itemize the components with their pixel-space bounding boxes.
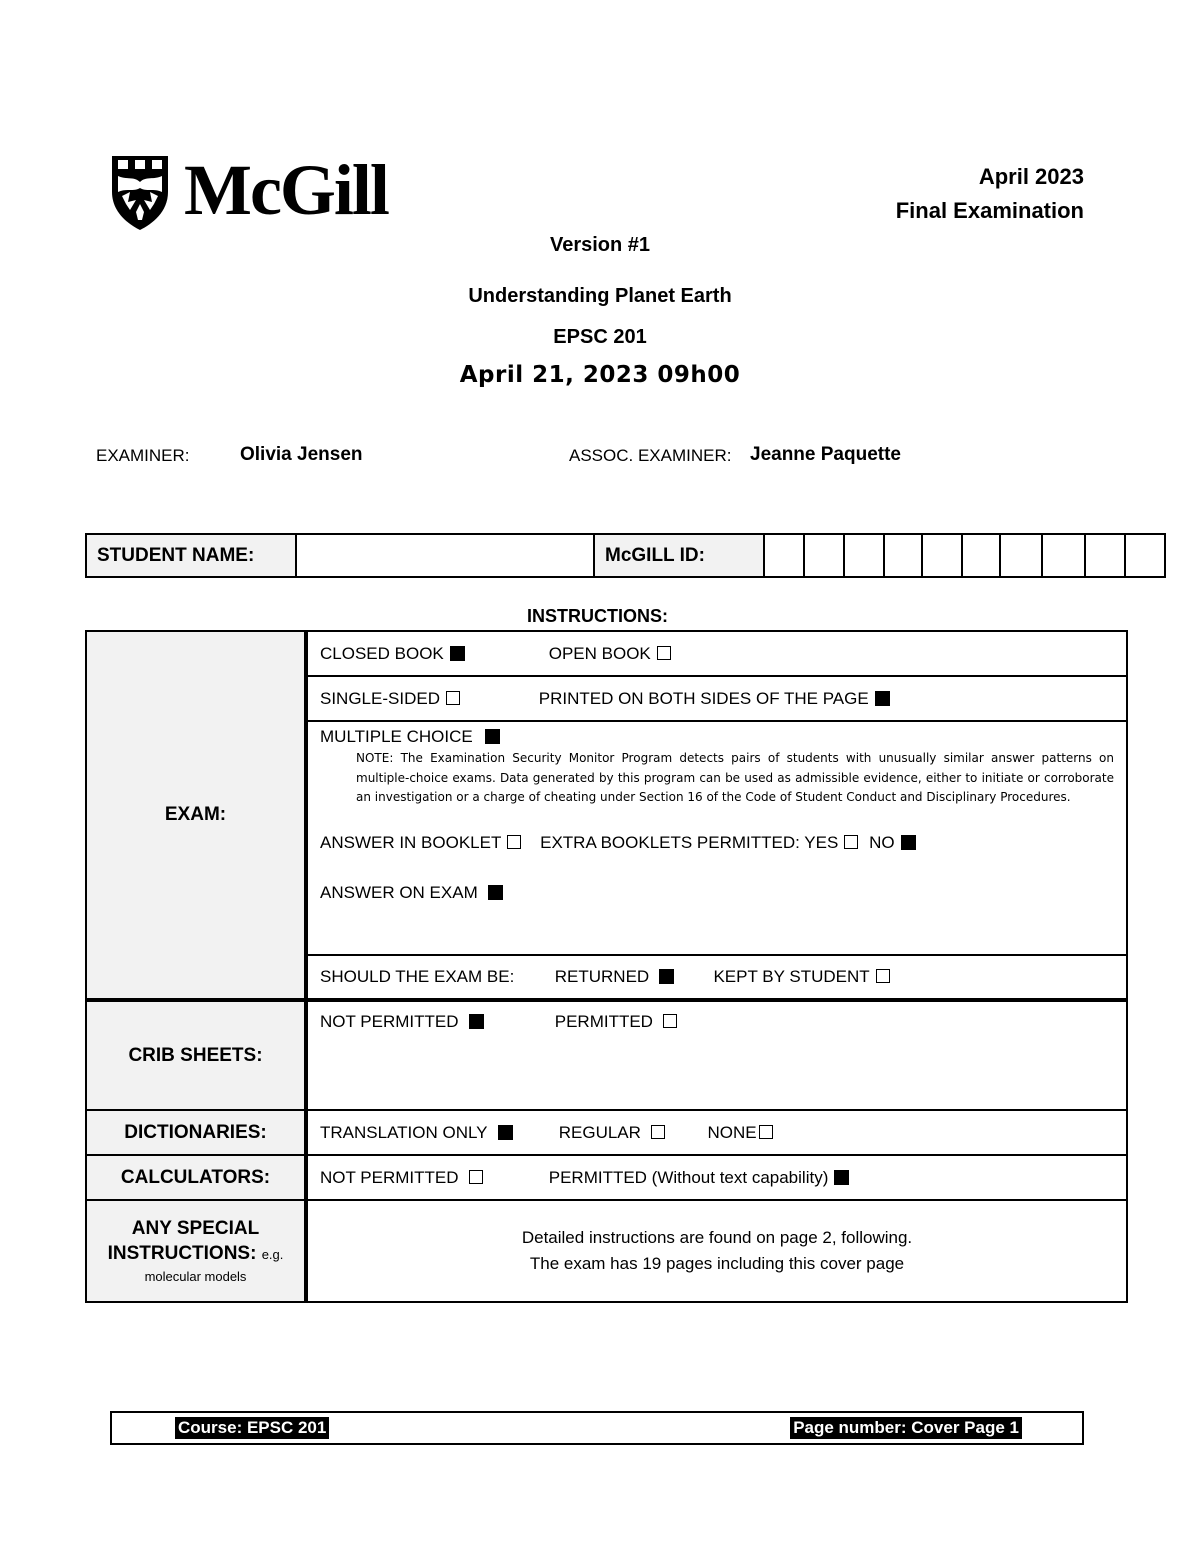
unchecked-box-icon[interactable]: [759, 1125, 773, 1139]
dictionaries-label: DICTIONARIES:: [124, 1121, 267, 1143]
answer-in-booklet-label: ANSWER IN BOOKLET: [320, 832, 502, 852]
calc-not-permitted-label: NOT PERMITTED: [320, 1167, 459, 1187]
checked-box-icon[interactable]: [498, 1125, 513, 1140]
mcgill-logo: [108, 152, 428, 236]
unchecked-box-icon[interactable]: [844, 835, 858, 849]
dictionaries-row: [306, 1110, 1127, 1155]
unchecked-box-icon[interactable]: [651, 1125, 665, 1139]
return-row: [306, 955, 1127, 1000]
special-label-line1: ANY SPECIAL: [131, 1217, 260, 1239]
open-book-label: OPEN BOOK: [548, 643, 651, 663]
checked-box-icon[interactable]: [469, 1014, 484, 1029]
mcgill-id-digit[interactable]: [804, 534, 844, 577]
single-sided-label: SINGLE-SIDED: [320, 688, 440, 708]
examiner-name: Olivia Jensen: [240, 444, 363, 465]
crib-permitted-label: PERMITTED: [554, 1012, 653, 1031]
exam-security-note: NOTE: The Examination Security Monitor Program detects pairs of students with unusually similar answer patterns on multiple-choice exams. Data generated by this program can be used as admissible evidence, either to initiate or corroborate an investigation or a charge of cheating under Section 16 of the Code of Student Conduct and Disciplinary Procedures.: [356, 751, 1114, 804]
answer-format-row: [306, 721, 1127, 955]
book-row: [306, 631, 1127, 676]
student-name-field[interactable]: [296, 534, 594, 577]
mcgill-id-digit[interactable]: [1042, 534, 1085, 577]
both-sides-label: PRINTED ON BOTH SIDES OF THE PAGE: [538, 688, 869, 708]
dictionaries-category: [86, 1110, 306, 1155]
mcgill-id-digit[interactable]: [764, 534, 804, 577]
special-text-line2: The exam has 19 pages including this cover page: [529, 1254, 905, 1273]
assoc-examiner-label: ASSOC. EXAMINER:: [569, 446, 732, 465]
version-label: Version #1: [549, 234, 651, 256]
footer-course: Course: EPSC 201: [175, 1417, 329, 1439]
unchecked-box-icon[interactable]: [469, 1170, 483, 1184]
unchecked-box-icon[interactable]: [446, 691, 460, 705]
special-text-line1: Detailed instructions are found on page 2, following.: [521, 1228, 913, 1247]
checked-box-icon[interactable]: [450, 646, 465, 661]
logo-wordmark: McGill: [184, 150, 388, 230]
regular-label: REGULAR: [558, 1122, 641, 1142]
special-eg: e.g.: [261, 1246, 284, 1262]
answer-on-exam-label: ANSWER ON EXAM: [320, 882, 478, 902]
none-label: NONE: [707, 1122, 757, 1142]
page-footer: [110, 1411, 1084, 1445]
crib-not-permitted-label: NOT PERMITTED: [320, 1012, 459, 1031]
unchecked-box-icon[interactable]: [876, 969, 890, 983]
student-name-label: STUDENT NAME:: [86, 534, 296, 577]
returned-label: RETURNED: [554, 967, 650, 986]
checked-box-icon[interactable]: [488, 885, 503, 900]
checked-box-icon[interactable]: [485, 729, 500, 744]
mcgill-id-digit[interactable]: [844, 534, 884, 577]
exam-type: Final Examination: [895, 198, 1084, 223]
closed-book-label: CLOSED BOOK: [320, 643, 444, 663]
calculators-label: CALCULATORS:: [120, 1166, 271, 1188]
should-be-label: SHOULD THE EXAM BE:: [320, 967, 515, 986]
checked-box-icon[interactable]: [875, 691, 890, 706]
translation-only-label: TRANSLATION ONLY: [320, 1122, 488, 1142]
multiple-choice-label: MULTIPLE CHOICE: [320, 727, 473, 746]
unchecked-box-icon[interactable]: [663, 1014, 677, 1028]
exam-month-year: April 2023: [978, 164, 1084, 189]
crib-sheets-label: CRIB SHEETS:: [128, 1044, 263, 1066]
examiner-label: EXAMINER:: [96, 446, 190, 465]
unchecked-box-icon[interactable]: [507, 835, 521, 849]
assoc-examiner-name: Jeanne Paquette: [750, 444, 901, 465]
instructions-heading: INSTRUCTIONS:: [527, 606, 668, 626]
header-right: [896, 160, 1084, 228]
course-code: EPSC 201: [553, 326, 647, 348]
checked-box-icon[interactable]: [901, 835, 916, 850]
calc-permitted-label: PERMITTED (Without text capability): [548, 1167, 829, 1187]
kept-by-student-label: KEPT BY STUDENT: [713, 967, 870, 986]
extra-booklets-label: EXTRA BOOKLETS PERMITTED: YES: [540, 832, 839, 852]
special-instructions-category: [86, 1200, 306, 1302]
mcgill-id-digit[interactable]: [922, 534, 962, 577]
mcgill-id-digit[interactable]: [1085, 534, 1125, 577]
mcgill-id-digit[interactable]: [884, 534, 922, 577]
mcgill-id-digit[interactable]: [1125, 534, 1165, 577]
checked-box-icon[interactable]: [834, 1170, 849, 1185]
crib-sheets-category: [86, 1000, 306, 1110]
exam-category: [86, 631, 306, 1000]
special-label-note: molecular models: [144, 1268, 247, 1284]
course-title: Understanding Planet Earth: [468, 285, 732, 307]
calculators-row: [306, 1155, 1127, 1200]
exam-date-time: April 21, 2023 09h00: [459, 362, 741, 388]
student-info-table: [85, 533, 1166, 578]
mcgill-id-digit[interactable]: [962, 534, 1000, 577]
calculators-category: [86, 1155, 306, 1200]
exam-label: EXAM:: [164, 804, 227, 825]
crib-sheets-row: [306, 1000, 1127, 1110]
printing-row: [306, 676, 1127, 721]
special-instructions-text: [306, 1200, 1127, 1302]
unchecked-box-icon[interactable]: [657, 646, 671, 660]
mcgill-id-digit[interactable]: [1000, 534, 1042, 577]
mcgill-crest-icon: [108, 152, 172, 232]
mcgill-id-label: McGILL ID:: [594, 534, 764, 577]
no-label: NO: [869, 832, 895, 852]
instructions-table: [85, 630, 1128, 1303]
checked-box-icon[interactable]: [659, 969, 674, 984]
footer-page-number: Page number: Cover Page 1: [790, 1417, 1022, 1439]
special-label-line2: INSTRUCTIONS:: [107, 1242, 257, 1264]
